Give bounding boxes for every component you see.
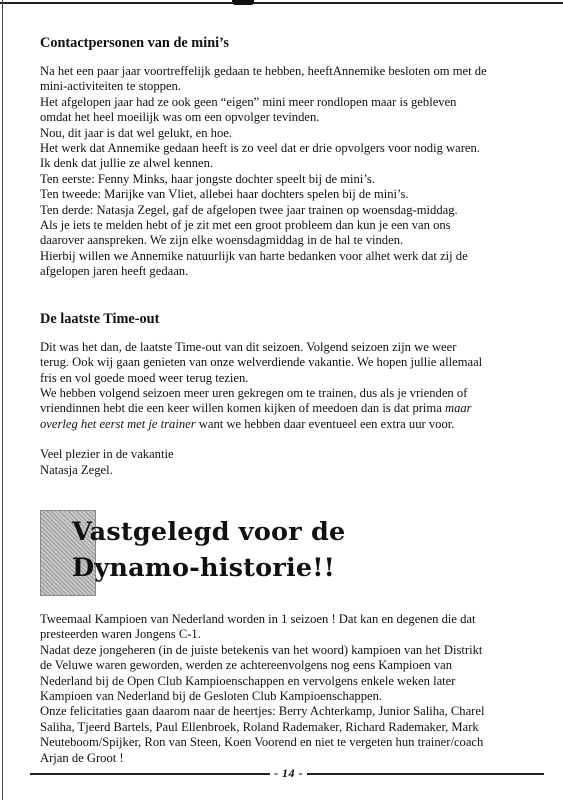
contact-line: Na het een paar jaar voortreffelijk gedaan te hebben, heeftAnnemike besloten om met de [40, 64, 487, 78]
timeout-line: Dit was het dan, de laatste Time-out van dit seizoen. Volgend seizoen zijn we weer [40, 339, 457, 354]
banner-title-line: Dynamo-historie!! [72, 552, 336, 583]
history-line: Nederland bij de Open Club Kampioenschappen en vervolgens enkele weken later [40, 673, 456, 688]
contact-line: omdat het heel moeilijk was om een opvolger tevinden. [40, 110, 320, 125]
timeout-line [40, 417, 528, 432]
contact-line: mini-activiteiten te stoppen. [40, 79, 181, 94]
history-line: presteerden waren Jongens C-1. [40, 627, 201, 642]
timeout-line-text: vriendinnen hebt die een keer willen komen kijken of meedoen dan is dat prima [40, 401, 442, 416]
contact-line: Ten derde: Natasja Zegel, gaf de afgelopen twee jaar trainen op woensdag-middag. [40, 202, 458, 217]
history-line: Onze felicitaties gaan daarom naar de heertjes: Berry Achterkamp, Junior Saliha, Charel [40, 704, 485, 719]
history-line: de Veluwe waren geworden, werden ze achtereenvolgens nog eens Kampioen van [40, 658, 453, 673]
heading-timeout: De laatste Time-out [40, 310, 160, 327]
heading-contact: Contactpersonen van de mini’s [40, 35, 229, 51]
history-line: Saliha, Tjeerd Bartels, Paul Ellenbroek, Roland Rademaker, Richard Rademaker, Mark [40, 719, 479, 734]
left-border-line [2, 0, 3, 800]
contact-line: Ten eerste: Fenny Minks, haar jongste dochter speelt bij de mini’s. [40, 171, 375, 186]
history-banner [40, 510, 346, 596]
contact-line: Het werk dat Annemike gedaan heeft is zo veel dat er drie opvolgers voor nodig waren. [40, 141, 480, 156]
contact-line: daarover aanspreken. We zijn elke woensdagmiddag in de hal te vinden. [40, 233, 404, 248]
timeout-signature: Natasja Zegel. [40, 462, 113, 477]
timeout-line [40, 401, 528, 416]
timeout-text [40, 340, 528, 478]
contact-line: Nou, dit jaar is dat wel gelukt, en hoe. [40, 125, 233, 140]
timeout-line: We hebben volgend seizoen meer uren gekregen om te trainen, dus als je vrienden of [40, 385, 468, 400]
timeout-line-text: want we hebben daar eventueel een extra uur voor. [195, 416, 455, 431]
contact-line: Ik denk dat jullie ze alwel kennen. [40, 156, 214, 171]
history-line: Arjan de Groot ! [40, 750, 124, 765]
history-line: Nadat deze jongeheren (in de juiste betekenis van het woord) kampioen van het Distrikt [40, 642, 483, 657]
history-line: Neuteboom/Spijker, Ron van Steen, Koen Voorend en niet te vergeten hun trainer/coach [40, 735, 484, 750]
history-text [40, 612, 528, 766]
section-contact [40, 34, 528, 280]
timeout-italic-text: maar [444, 401, 472, 416]
contact-line: Hierbij willen we Annemike natuurlijk van harte bedanken voor alhet werk dat zij de [40, 248, 468, 263]
top-border-line [0, 2, 563, 4]
banner-title-line: Vastgelegd voor de [72, 516, 346, 547]
page-number: - 14 - [270, 766, 307, 781]
contact-text [40, 64, 528, 280]
binding-mark [232, 0, 254, 5]
contact-line: Ten tweede: Marijke van Vliet, allebei haar dochters spelen bij de mini’s. [40, 187, 409, 202]
timeout-italic-text: overleg het eerst met je trainer [40, 416, 196, 431]
contact-line: Het afgelopen jaar had ze ook geen “eigen” mini meer rondlopen maar is gebleven [40, 94, 457, 109]
section-timeout [40, 310, 528, 478]
history-line: Kampioen van Nederland bij de Gesloten Club Kampioenschappen. [40, 688, 383, 703]
timeout-line: fris en vol goede moed weer terug tezien. [40, 370, 249, 385]
history-line: Tweemaal Kampioen van Nederland worden in 1 seizoen ! Dat kan en degenen die dat [40, 611, 476, 626]
paragraph-gap [40, 432, 528, 447]
document-content [40, 34, 528, 766]
contact-line: Als je iets te melden hebt of je zit met een groot probleem dan kun je een van ons [40, 218, 451, 233]
timeout-closing: Veel plezier in de vakantie [40, 447, 174, 462]
contact-line: afgelopen jaren heeft gedaan. [40, 264, 189, 279]
timeout-line: terug. Ook wij gaan genieten van onze welverdiende vakantie. We hopen jullie allemaal [40, 355, 483, 370]
